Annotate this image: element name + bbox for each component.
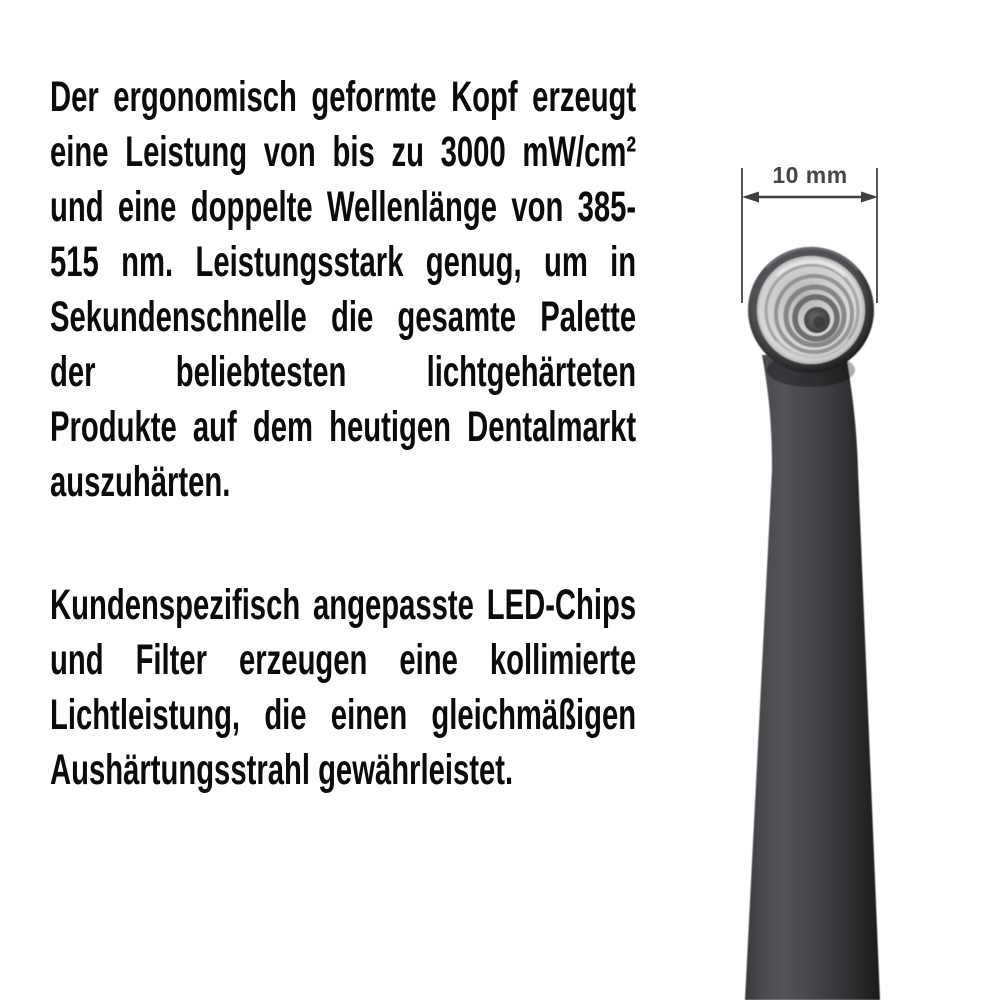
description-line: 515 nm. Leistungsstark genug, um in	[50, 238, 637, 286]
description-paragraph-2	[50, 578, 636, 798]
handpiece-body	[745, 355, 880, 1000]
description-line: Kundenspezifisch angepasste LED-Chips	[50, 581, 637, 629]
description-line: auszuhärten.	[50, 458, 231, 506]
dimension-label: 10 mm	[772, 162, 848, 188]
description-line: Produkte auf dem heutigen Dentalmarkt	[50, 403, 637, 451]
description-line: der beliebtesten lichtgehärteten	[50, 348, 637, 396]
description-line: Aushärtungsstrahl gewährleistet.	[50, 746, 514, 794]
description-line: Der ergonomisch geformte Kopf erzeugt	[50, 73, 637, 121]
description-line: Sekundenschnelle die gesamte Palette	[50, 293, 637, 341]
description-paragraph-1	[50, 70, 636, 510]
product-photo	[700, 230, 900, 1000]
curing-light-head	[748, 247, 874, 373]
arrowhead-left-icon	[742, 192, 759, 203]
description-line: und eine doppelte Wellenlänge von 385-	[50, 183, 637, 231]
dimension-arrow	[741, 189, 879, 205]
curing-light-lens	[758, 257, 864, 363]
description-line: und Filter erzeugen eine kollimierte	[50, 636, 637, 684]
description-line: eine Leistung von bis zu 3000 mW/cm²	[50, 128, 637, 176]
arrowhead-right-icon	[861, 192, 878, 203]
description-line: Lichtleistung, die einen gleichmäßigen	[50, 691, 637, 739]
